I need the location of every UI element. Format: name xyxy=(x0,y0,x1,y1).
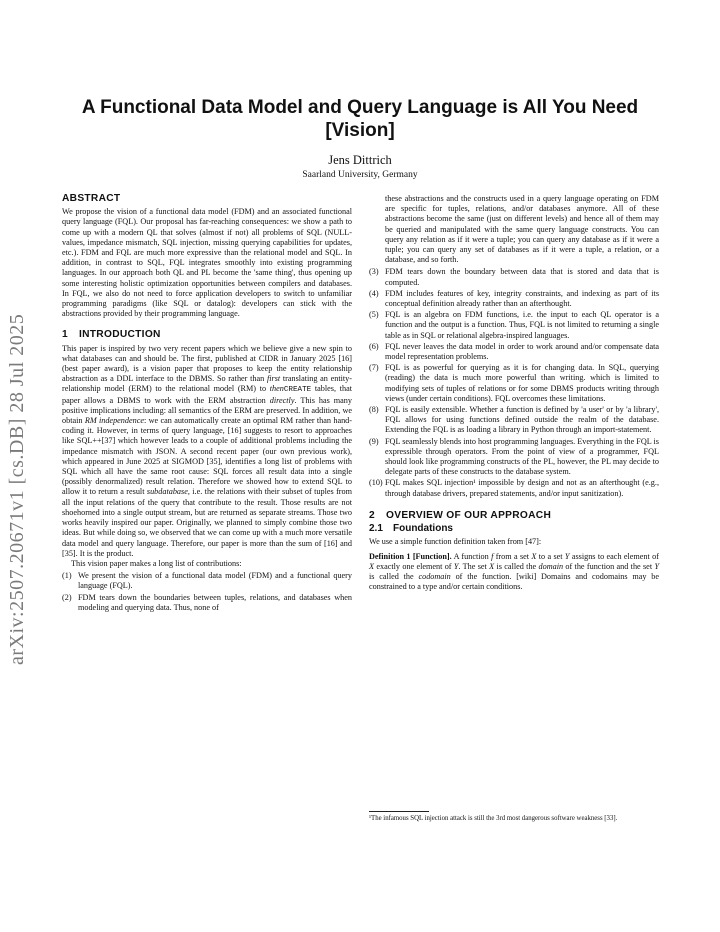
section-1-title: INTRODUCTION xyxy=(79,329,161,341)
list-item: (8) FQL is easily extensible. Whether a function is defined by 'a user' or by 'a library', FQL allows for using functions defined outside the realm of the database. Extending the FQL is as loading a library in Python through an import-statement. xyxy=(369,405,659,435)
intro-paragraph-1: This paper is inspired by two very recent papers which we believe give a new spin to what databases can and should be. The first, published at CIDR in January 2025 [16] (best paper award), is a vision paper that proposes to keep the entity relationship abstraction as a DDL interface to the DBMS. So rather than first translating an entity-relationship model (ERM) to the relational model (RM) to thenCREATE tables, that paper allows a DBMS to work with the ERM abstraction directly. This has many positive implications including: all semantics of the ERM are preserved. In addition, we obtain RM independence: we can automatically create an optimal RM rather than hand-coding it. However, in terms of query language, [16] suggests to resort to approaches like SQL++[37] which however leads to a couple of additional problems including the impedance mismatch with JSON. A second recent paper (our own previous work), which appeared in June 2025 at SIGMOD [35], identifies a long list of problems with SQL which all have the same root cause: SQL forces all result data into a single (possibly denormalized) result relation. Therefore we showed how to extend SQL to allow it to return a result subdatabase, i.e. the relations with their subset of tuples from all the input relations of the query that contribute to the result. Those results are not shoehorned into a single output stream, but are returned as separate streams. Those two works heavily inspired our paper. Originally, we planned to simply combine those two ideas. But while doing so, we observed that we can come up with a much more versatile data model and query language. Therefore, our paper is more than the sum of [16] and [35]. It is the product. xyxy=(62,343,353,558)
footnote-rule xyxy=(369,811,429,812)
abstract-text: We propose the vision of a functional data model (FDM) and an associated functional query language (FQL). Our proposal has far-reaching consequences: we show a path to come up with a modern QL that solves (almost if not) all problems of SQL (NULL-values, impedance mismatch, SQL injection, missing querying capabilities for updates, etc.). FDM and FQL are much more expressive than the relational model and SQL. In addition, in contrast to SQL, FQL integrates smoothly into existing programming languages. In our approach both QL and PL become the 'same thing', thus opening up some interesting holistic optimization opportunities between compilers and databases. In FQL, we also do not need to force application developers to switch to unfamiliar programming paradigms (like SQL or datalog): developers can stick with the abstractions provided by their programming language. xyxy=(62,207,352,319)
footnote-1: ¹The infamous SQL injection attack is still the 3rd most dangerous software weakness [33]. xyxy=(369,815,618,822)
section-2-heading xyxy=(369,511,659,521)
author-name: Jens Dittrich xyxy=(328,153,392,167)
list-item: (4) FDM includes features of key, integrity constraints, and indexing as part of its conceptual definition already rather than an afterthought. xyxy=(369,288,659,309)
paper-title: A Functional Data Model and Query Language is All You Need [Vision] xyxy=(81,97,639,141)
definition-1: Definition 1 [Function]. A function f from a set X to a set Y assigns to each element of X exactly one element of Y. The set X is called the domain of the function and the set Y is called the codomain of the function. [wiki] Domains and codomains may be constrained to a type and/or certain conditions. xyxy=(369,551,659,592)
section-2-title: OVERVIEW OF OUR APPROACH xyxy=(386,509,552,521)
subsection-2-1-heading xyxy=(369,524,659,534)
section-1-heading xyxy=(62,330,352,340)
subsection-2-1-title: Foundations xyxy=(393,523,453,535)
list-item: (2) FDM tears down the boundaries between tuples, relations, and databases when modeling and querying data. Thus, none of xyxy=(62,592,352,612)
footnotes xyxy=(369,811,659,823)
abstract-heading: ABSTRACT xyxy=(62,193,121,204)
list-item: (7) FQL is as powerful for querying as it is for changing data. In SQL, querying (reading) the data is much more powerful than writing. which is limited to modifying sets of tuples of relations or for some DBMS products writing through views (under certain conditions). FQL overcomes these limitations. xyxy=(369,363,659,403)
contribution-2-continued: these abstractions and the constructs used in a query language operating on FDM are specific for tuples, relations, and/or databases anymore. All of these abstractions become the same (just on different levels) and hence all of them may be queried and manipulated with the same query language constructs. You can query any relation as if it were a tuple; you can query any database as if it were a tuple; you can query any set of databases as if it were a tuple, a relation, or a database, and so forth. xyxy=(385,194,659,265)
contributions-list-left xyxy=(62,571,352,613)
author-affiliation: Saarland University, Germany xyxy=(302,170,418,180)
right-column xyxy=(369,194,659,592)
section-2-paragraph: We use a simple function definition taken from [47]: xyxy=(369,537,542,547)
section-1-number: 1 xyxy=(62,329,68,341)
list-item: (1) We present the vision of a functional data model (FDM) and a functional query language (FQL). xyxy=(62,571,352,591)
intro-paragraph-2: This vision paper makes a long list of contributions: xyxy=(71,558,242,568)
list-item: (10) FQL makes SQL injection¹ impossible by design and not as an afterthought (e.g., through database drivers, prepared statements, and/or input sanitization). xyxy=(369,478,659,498)
subsection-2-1-number: 2.1 xyxy=(369,523,383,535)
arxiv-watermark: arXiv:2507.20671v1 [cs.DB] 28 Jul 2025 xyxy=(6,313,28,665)
contributions-list-right xyxy=(369,267,659,498)
list-item: (6) FQL never leaves the data model in order to work around and/or compensate data model representation problems. xyxy=(369,341,659,362)
section-2-number: 2 xyxy=(369,509,375,521)
list-item: (5) FQL is an algebra on FDM functions, i.e. the input to each QL operator is a function and the output is a function. Thus, FQL is not limited to returning a single table as in SQL or relational algebra-inspired languages. xyxy=(369,310,659,340)
left-column xyxy=(62,194,352,614)
list-item: (9) FQL seamlessly blends into host programming languages. Everything in the FQL is expressible through operators. From the point of view of a programmer, FQL should look like programming constructs of the PL, however, the PL may decide to delegate parts of these constructs to the database system. xyxy=(369,436,659,477)
list-item: (3) FDM tears down the boundary between data that is stored and data that is computed. xyxy=(369,267,659,287)
